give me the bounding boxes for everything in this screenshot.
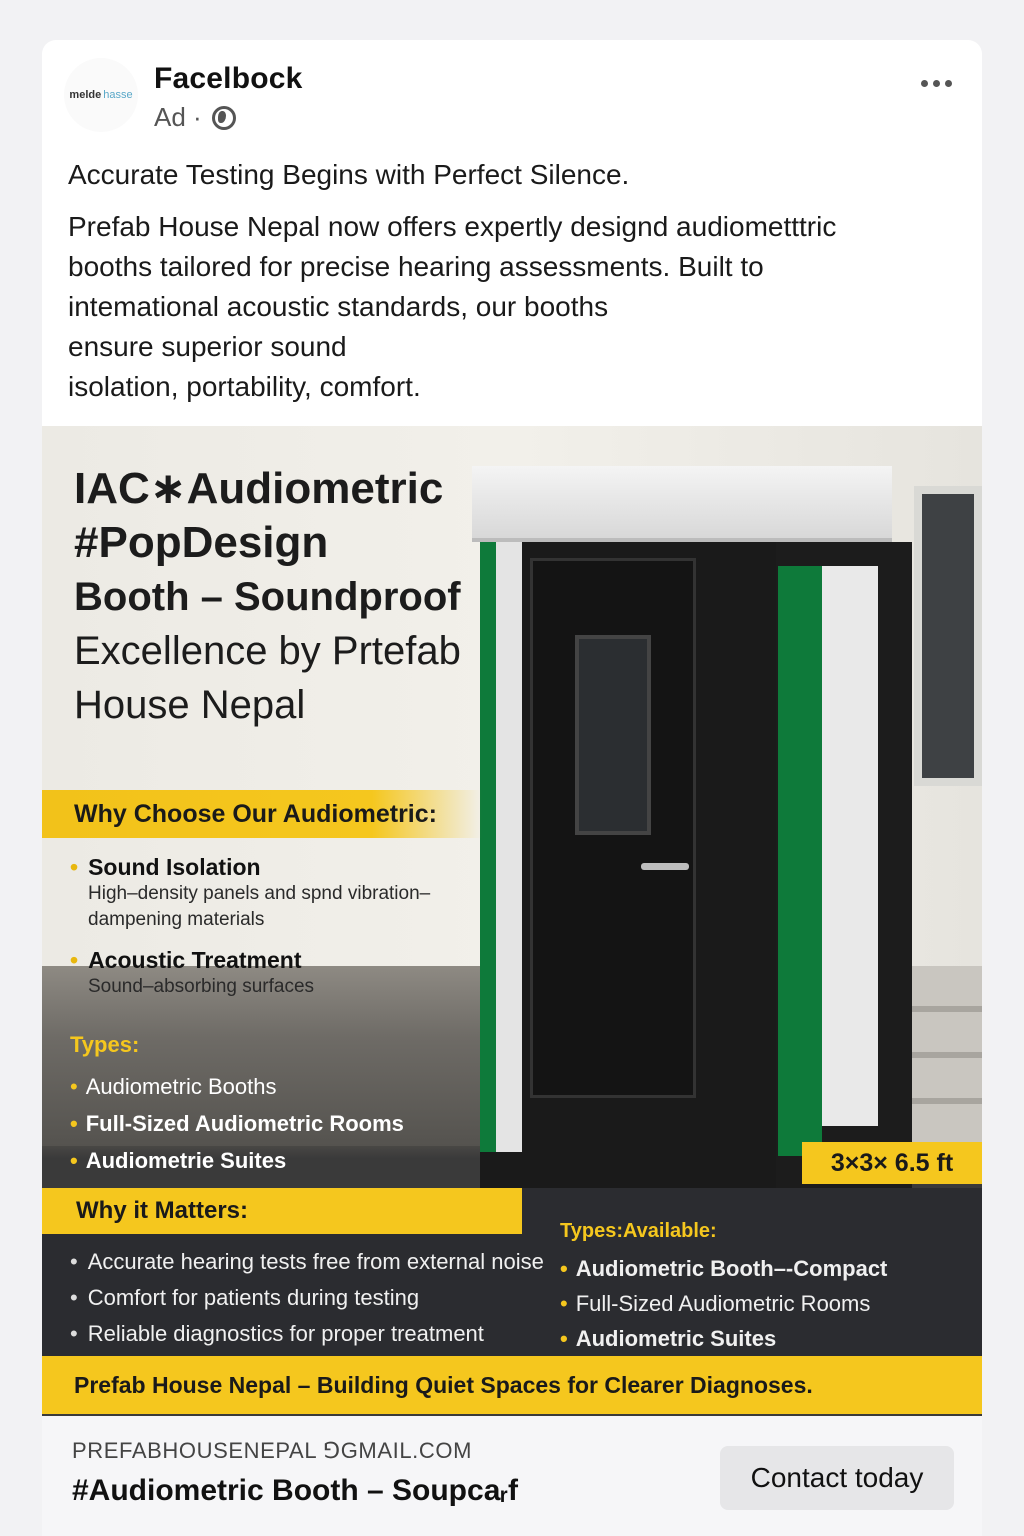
features-list [70,854,500,1014]
avatar-text-1: melde [69,89,102,101]
title-line: #PopDesign [74,518,329,567]
feature-title: • Sound Isolation [70,854,500,881]
matters-list [70,1248,570,1356]
title-line: Excellence by Prtefab [74,629,461,673]
ad-label: Ad · [154,102,202,132]
types-available-heading: Types:Available: [560,1220,717,1242]
title-line: House Nepal [74,683,306,727]
post-header [42,40,982,150]
post-meta [154,102,236,133]
dimension-badge: 3×3× 6.5 ft [802,1142,982,1184]
footer-title: #Audiometric Booth – Soupcaᵣf [72,1474,518,1507]
types-available-item: • Audiometric Suites [560,1321,960,1356]
ad-post-card [42,40,982,1536]
globe-icon [212,106,236,130]
feature-desc: High–density panels and spnd vibration–dampening materials [88,883,431,930]
types-available-list [560,1220,960,1356]
types-available-item: • Audiometric Booth–-Compact [560,1251,960,1286]
types-list [70,1032,510,1179]
why-choose-heading: Why Choose Our Audiometric: [42,790,482,838]
matters-item: • Accurate hearing tests free from external noise [70,1248,570,1275]
page-avatar[interactable] [64,58,138,132]
matters-item: • Comfort for patients during testing [70,1284,570,1311]
feature-title: • Acoustic Treatment [70,947,500,974]
more-options-icon[interactable] [921,80,952,87]
background-window [914,486,982,786]
title-line: IAC∗Audiometric [74,464,444,513]
banner-title [74,462,494,732]
post-headline: Accurate Testing Begins with Perfect Silence. [68,159,630,190]
booth-door [530,558,696,1098]
types-item: • Audiometric Booths [70,1068,510,1105]
ad-footer[interactable] [42,1416,982,1536]
post-body-line: ensure superior sound [68,331,347,362]
title-line: Booth – Soundproof [74,575,461,619]
booth-image [472,466,912,1188]
feature-item [70,947,500,1000]
types-item: • Full-Sized Audiometric Rooms [70,1105,510,1142]
post-text [68,155,958,407]
post-body-line: isolation, portability, comfort. [68,371,421,402]
page-name[interactable]: Facelbock [154,62,303,95]
types-item: • Audiometrie Suites [70,1142,510,1179]
door-viewing-window [575,635,651,835]
feature-desc: Sound–absorbing surfaces [88,976,315,997]
post-body-line: booths tailored for precise hearing assessments. Built to [68,251,764,282]
types-available-item: • Full-Sized Audiometric Rooms [560,1286,960,1321]
post-body-line: Prefab House Nepal now offers expertly designd audiometttric [68,211,837,242]
why-matters-heading: Why it Matters: [42,1188,522,1234]
tagline-bar: Prefab House Nepal – Building Quiet Spaces for Clearer Diagnoses. [42,1356,982,1414]
feature-item [70,854,500,933]
ad-image-banner[interactable] [42,426,982,1416]
booth-roof [472,466,892,542]
post-body-line: intemational acoustic standards, our booths [68,291,609,322]
door-handle [641,863,689,870]
footer-email: PREFABHOUSENEPAL ⅁GMAIL.COM [72,1438,472,1463]
matters-item: • Reliable diagnostics for proper treatment [70,1320,570,1347]
avatar-text-2: hasse [103,89,133,101]
contact-button[interactable]: Contact today [720,1446,954,1510]
types-heading: Types: [70,1032,140,1057]
